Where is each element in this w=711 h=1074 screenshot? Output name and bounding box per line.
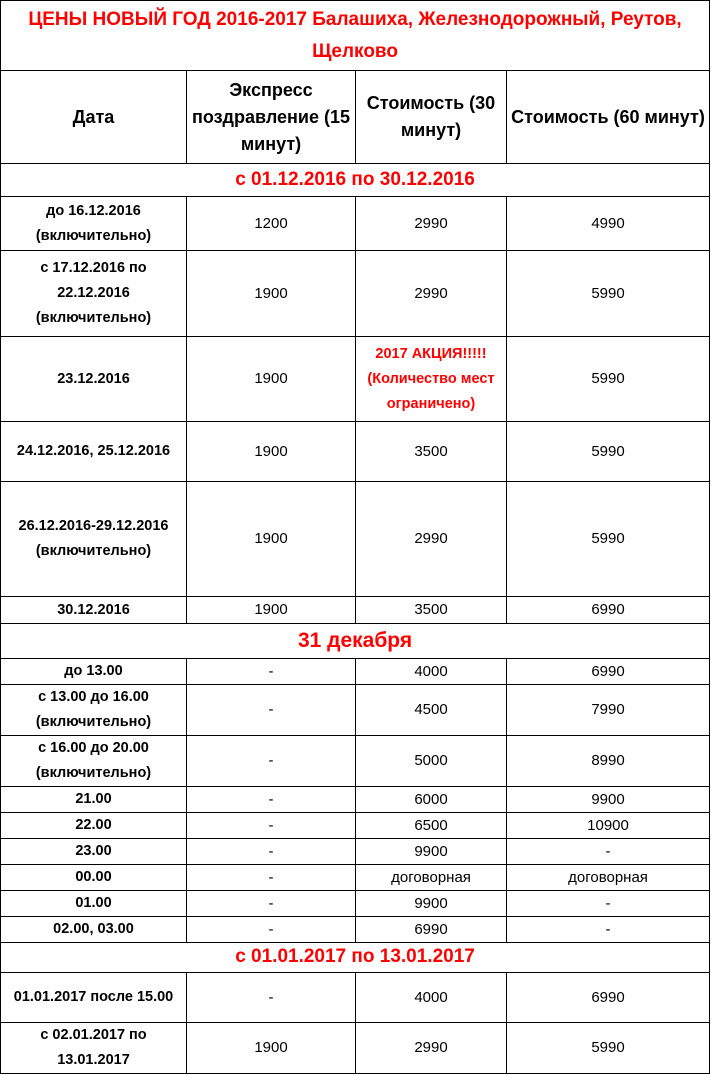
price-60-cell: 5990 — [507, 482, 710, 597]
table-row — [1, 337, 710, 422]
price-30-cell: 6500 — [356, 813, 507, 839]
date-cell: с 02.01.2017 по 13.01.2017 — [1, 1023, 187, 1074]
table-row — [1, 973, 710, 1023]
express-cell: - — [187, 917, 356, 943]
express-cell: 1900 — [187, 422, 356, 482]
price-60-cell: 7990 — [507, 685, 710, 736]
price-30-cell: 2990 — [356, 1023, 507, 1074]
price-30-cell: 6990 — [356, 917, 507, 943]
section-header-dec31: 31 декабря — [1, 624, 710, 659]
date-cell: 00.00 — [1, 865, 187, 891]
express-cell: - — [187, 736, 356, 787]
header-60-min: Стоимость (60 минут) — [507, 71, 710, 164]
express-cell: - — [187, 973, 356, 1023]
table-row — [1, 1023, 710, 1074]
date-cell: с 13.00 до 16.00 (включительно) — [1, 685, 187, 736]
price-60-cell: 6990 — [507, 973, 710, 1023]
express-cell: 1200 — [187, 197, 356, 251]
table-row — [1, 891, 710, 917]
price-30-cell: 3500 — [356, 422, 507, 482]
express-cell: 1900 — [187, 597, 356, 624]
table-row — [1, 736, 710, 787]
header-30-min: Стоимость (30 минут) — [356, 71, 507, 164]
date-cell: до 13.00 — [1, 659, 187, 685]
express-cell: - — [187, 787, 356, 813]
table-row — [1, 917, 710, 943]
date-cell: 01.01.2017 после 15.00 — [1, 973, 187, 1023]
date-cell: 26.12.2016-29.12.2016 (включительно) — [1, 482, 187, 597]
price-30-cell: 4000 — [356, 973, 507, 1023]
price-30-cell: 9900 — [356, 891, 507, 917]
date-cell: 30.12.2016 — [1, 597, 187, 624]
express-cell: - — [187, 839, 356, 865]
price-30-cell: договорная — [356, 865, 507, 891]
date-cell: с 17.12.2016 по 22.12.2016 (включительно) — [1, 251, 187, 337]
table-row — [1, 251, 710, 337]
price-30-cell: 3500 — [356, 597, 507, 624]
price-60-cell: - — [507, 891, 710, 917]
price-60-cell: 6990 — [507, 659, 710, 685]
table-row — [1, 839, 710, 865]
price-60-cell: 8990 — [507, 736, 710, 787]
date-cell: до 16.12.2016 (включительно) — [1, 197, 187, 251]
price-60-cell: - — [507, 839, 710, 865]
price-60-cell: 5990 — [507, 251, 710, 337]
price-30-cell: 4000 — [356, 659, 507, 685]
price-60-cell: 5990 — [507, 337, 710, 422]
price-60-cell: договорная — [507, 865, 710, 891]
price-30-cell: 4500 — [356, 685, 507, 736]
table-row — [1, 813, 710, 839]
date-cell: 23.00 — [1, 839, 187, 865]
date-cell: 01.00 — [1, 891, 187, 917]
price-60-cell: 10900 — [507, 813, 710, 839]
express-cell: - — [187, 659, 356, 685]
price-60-cell: 6990 — [507, 597, 710, 624]
header-express: Экспресс поздравление (15 минут) — [187, 71, 356, 164]
table-row — [1, 197, 710, 251]
express-cell: 1900 — [187, 251, 356, 337]
express-cell: 1900 — [187, 482, 356, 597]
promo-cell: 2017 АКЦИЯ!!!!! (Количество мест ограничено) — [356, 337, 507, 422]
date-cell: с 16.00 до 20.00 (включительно) — [1, 736, 187, 787]
price-30-cell: 2990 — [356, 251, 507, 337]
price-60-cell: 4990 — [507, 197, 710, 251]
date-cell: 22.00 — [1, 813, 187, 839]
price-60-cell: - — [507, 917, 710, 943]
price-60-cell: 5990 — [507, 1023, 710, 1074]
date-cell: 21.00 — [1, 787, 187, 813]
price-30-cell: 9900 — [356, 839, 507, 865]
table-row — [1, 659, 710, 685]
express-cell: - — [187, 813, 356, 839]
table-row — [1, 422, 710, 482]
express-cell: 1900 — [187, 1023, 356, 1074]
date-cell: 02.00, 03.00 — [1, 917, 187, 943]
express-cell: - — [187, 865, 356, 891]
header-date: Дата — [1, 71, 187, 164]
table-row — [1, 482, 710, 597]
price-60-cell: 9900 — [507, 787, 710, 813]
price-30-cell: 6000 — [356, 787, 507, 813]
table-row — [1, 865, 710, 891]
table-row — [1, 597, 710, 624]
section-header-december: с 01.12.2016 по 30.12.2016 — [1, 164, 710, 197]
section-header-january: с 01.01.2017 по 13.01.2017 — [1, 943, 710, 973]
express-cell: - — [187, 891, 356, 917]
express-cell: - — [187, 685, 356, 736]
express-cell: 1900 — [187, 337, 356, 422]
price-30-cell: 5000 — [356, 736, 507, 787]
table-row — [1, 685, 710, 736]
price-60-cell: 5990 — [507, 422, 710, 482]
price-30-cell: 2990 — [356, 482, 507, 597]
date-cell: 24.12.2016, 25.12.2016 — [1, 422, 187, 482]
table-title: ЦЕНЫ НОВЫЙ ГОД 2016-2017 Балашиха, Железнодорожный, Реутов, Щелково — [1, 1, 710, 71]
price-30-cell: 2990 — [356, 197, 507, 251]
date-cell: 23.12.2016 — [1, 337, 187, 422]
table-row — [1, 787, 710, 813]
